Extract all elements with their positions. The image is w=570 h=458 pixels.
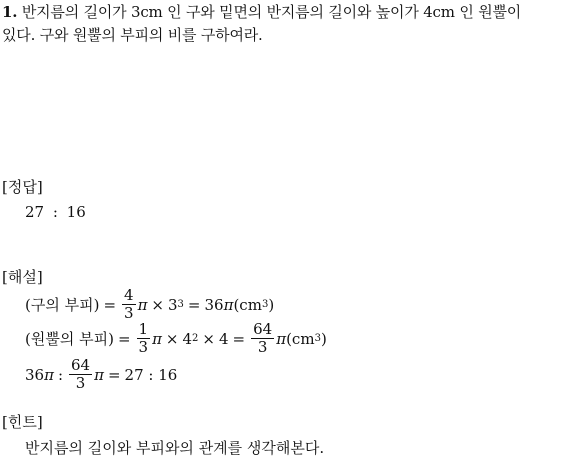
question-line-1 <box>2 1 521 22</box>
equals-sign: = <box>187 295 201 314</box>
power-base: 3 <box>168 295 178 314</box>
times-sign: × <box>151 295 164 314</box>
pi-symbol: π <box>94 365 104 384</box>
equals-sign: = <box>117 329 131 348</box>
power-base: 4 <box>182 329 193 348</box>
unit-close: ) <box>320 329 327 348</box>
unit: (cm <box>286 329 315 348</box>
answer-value: 27 : 16 <box>25 203 86 221</box>
fraction <box>137 321 151 356</box>
explanation-line-1: (구의 부피) = $\frac{4}{3}$ π × 3 3 = 36 π (cm 3 ) <box>25 286 275 322</box>
pi-symbol: π <box>137 295 148 314</box>
times-sign: × <box>165 329 179 348</box>
fraction <box>122 287 136 322</box>
unit-close: ) <box>268 295 275 314</box>
pi-symbol: π <box>152 329 162 348</box>
fraction-numerator: 64 <box>71 356 91 374</box>
fraction-denominator: 3 <box>257 338 268 356</box>
question-text-1: 반지름의 길이가 3cm 인 구와 밑면의 반지름의 길이와 높이가 4cm 인 원뿔이 <box>21 3 522 21</box>
fraction-numerator: 1 <box>138 320 149 338</box>
pi-symbol: π <box>276 329 287 348</box>
sphere-volume-value: 36 <box>25 365 45 384</box>
fraction-numerator: 64 <box>253 320 273 338</box>
equals-sign: = <box>107 365 121 384</box>
explanation-line-3 <box>25 357 177 392</box>
pi-symbol: π <box>223 295 234 314</box>
equals-sign: = <box>232 329 246 348</box>
explanation-label: [해설] <box>2 268 43 286</box>
fraction-denominator: 3 <box>138 338 149 356</box>
times-sign: × <box>202 329 215 348</box>
answer-label: [정답] <box>2 178 43 196</box>
question-line-2: 있다. 구와 원뿔의 부피의 비를 구하여라. <box>2 26 263 44</box>
ratio-result: 27 : 16 <box>124 365 178 384</box>
cone-volume-label: (원뿔의 부피) <box>25 330 114 348</box>
pi-symbol: π <box>44 365 54 384</box>
fraction-numerator: 4 <box>124 286 134 304</box>
fraction <box>69 357 92 392</box>
hint-label: [힌트] <box>2 413 43 431</box>
equals-sign: = <box>103 295 117 314</box>
result-value: 36 <box>204 295 224 314</box>
sphere-volume-label: (구의 부피) <box>25 296 100 314</box>
fraction-denominator: 3 <box>124 304 134 322</box>
ratio-colon: : <box>57 365 64 384</box>
result-fraction <box>251 321 274 356</box>
question-number: 1. <box>2 3 18 21</box>
hint-text: 반지름의 길이와 부피와의 관계를 생각해본다. <box>25 439 325 457</box>
fraction-denominator: 3 <box>75 374 86 392</box>
factor-value: 4 <box>219 329 229 348</box>
explanation-line-2: (원뿔의 부피) = $\frac{1}{3}$ π × 4 2 × 4 = $\frac{64}{3}$ π (cm 3 ) <box>25 320 327 356</box>
unit: (cm <box>233 295 262 314</box>
